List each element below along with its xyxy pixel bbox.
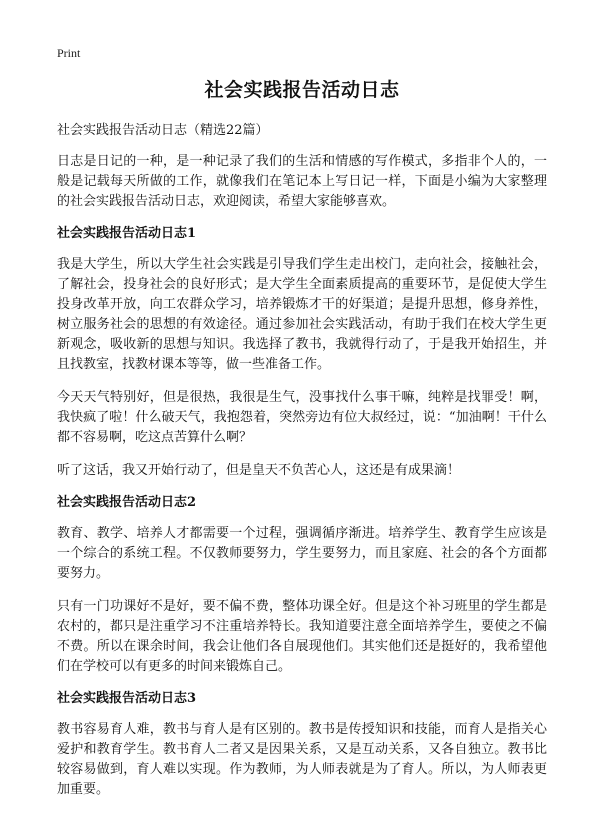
section-heading: 社会实践报告活动日志1 xyxy=(57,226,197,241)
document-body xyxy=(57,74,547,813)
section-paragraph: 我是大学生，所以大学生社会实践是引导我们学生走出校门，走向社会，接触社会，了解社会，投身社会的良好形式；是大学生全面素质提高的重要环节，是促使大学生投身改革开放，向工农群众学习，培养锻炼才干的好渠道；是提升思想，修身养性，树立服务社会的思想的有效途径。通过参加社会实践活动，有助于我们在校大学生更新观念，吸收新的思想与知识。我选择了教书，我就得行动了，于是我开始招生，并且找教室，找教材课本等等，做一些准备工作。 xyxy=(57,257,547,372)
document-subtitle: 社会实践报告活动日志（精选22篇） xyxy=(57,123,269,138)
section-1 xyxy=(57,225,547,481)
section-paragraph: 教书容易育人难，教书与育人是有区别的。教书是传授知识和技能，而育人是指关心爱护和教育学生。教书育人二者又是因果关系，又是互动关系，又各自独立。教书比较容易做到，育人难以实现。作为教师，为人师表就是为了育人。所以，为人师表更加重要。 xyxy=(57,722,547,797)
section-3 xyxy=(57,690,547,800)
section-paragraph: 教育、教学、培养人才都需要一个过程，强调循序渐进。培养学生、教育学生应该是一个综合的系统工程。不仅教师要努力，学生要努力，而且家庭、社会的各个方面都要努力。 xyxy=(57,526,547,581)
section-2 xyxy=(57,494,547,677)
intro-paragraph: 日志是日记的一种，是一种记录了我们的生活和情感的写作模式，多指非个人的，一般是记载每天所做的工作，就像我们在笔记本上写日记一样，下面是小编为大家整理的社会实践报告活动日志，欢迎阅读，希望大家能够喜欢。 xyxy=(57,154,547,209)
document-title: 社会实践报告活动日志 xyxy=(204,79,400,101)
section-paragraph: 听了这话，我又开始行动了，但是皇天不负苦心人，这还是有成果滴！ xyxy=(57,463,461,478)
section-heading: 社会实践报告活动日志2 xyxy=(57,495,197,510)
section-paragraph: 今天天气特别好，但是很热，我很是生气，没事找什么事干嘛，纯粹是找罪受！啊，我快疯了啦！什么破天气，我抱怨着，突然旁边有位大叔经过，说：“加油啊！干什么都不容易啊，吃这点苦算什么啊？ xyxy=(57,390,547,445)
section-paragraph: 只有一门功课好不是好，要不偏不费，整体功课全好。但是这个补习班里的学生都是农村的，都只是注重学习不注重培养特长。我知道要注意全面培养学生，要使之不偏不费。所以在课余时间，我会让他们各自展现他们。其实他们还是挺好的，我希望他们在学校可以有更多的时间来锻炼自己。 xyxy=(57,599,547,674)
section-heading: 社会实践报告活动日志3 xyxy=(57,691,197,706)
print-link[interactable]: Print xyxy=(57,46,81,60)
